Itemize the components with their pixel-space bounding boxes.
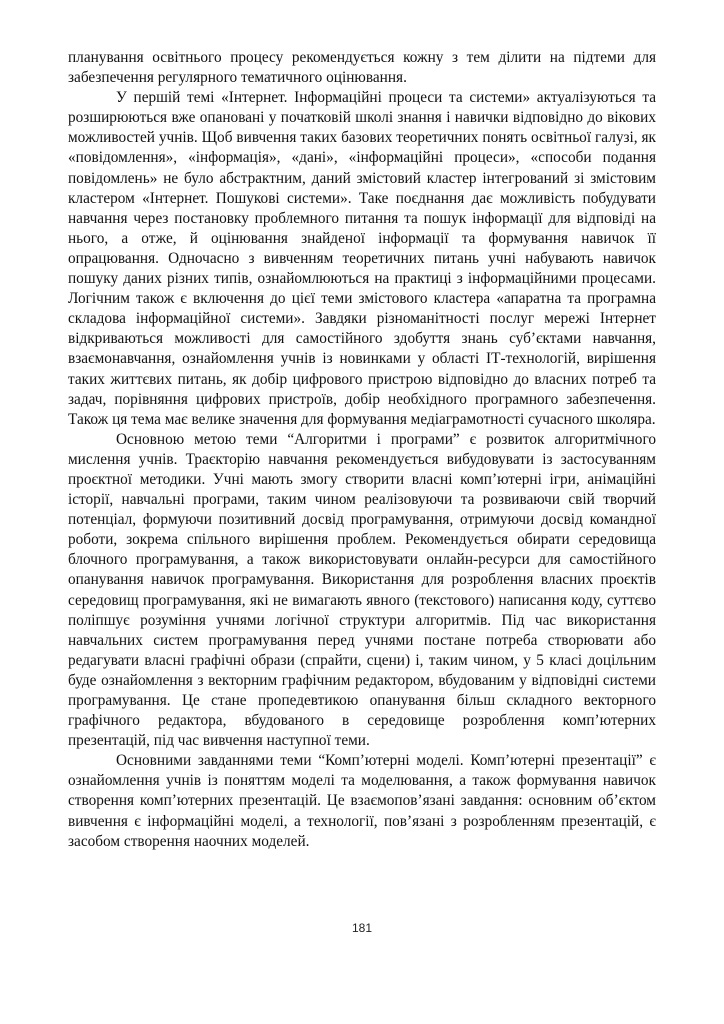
page-number: 181 [351, 921, 373, 935]
paragraph-algorithms-topic: Основною метою теми “Алгоритми і програми” є розвиток алгоритмічного мислення учнів. Траєкторію навчання рекомендується вибудовувати із застосуванням проєктної методики. Учні мають змогу створити власні комп’ютерні ігри, анімаційні історії, навчальні програми, таким чином реалізовуючи та розвиваючи свій творчий потенціал, формуючи позитивний досвід програмування, отримуючи досвід командної роботи, зокрема спільного вирішення проблем. Рекомендується обирати середовища блочного програмування, а також використовувати онлайн-ресурси для самостійного опанування навичок програмування. Використання для розроблення власних проєктів середовищ програмування, які не вимагають явного (текстового) написання коду, суттєво поліпшує розуміння учнями логічної структури алгоритмів. Під час використання навчальних систем програмування перед учнями постане потреба створювати або редагувати власні графічні образи (спрайти, сцени) і, таким чином, у 5 класі доцільним буде ознайомлення з векторним графічним редактором, вбудованим у відповідні системи програмування. Це стане пропедевтикою опанування більш складного векторного графічного редактора, вбудованого в середовище розроблення комп’ютерних презентацій, під час вивчення наступної теми. [68, 430, 656, 750]
paragraph-internet-topic: У першій темі «Інтернет. Інформаційні процеси та системи» актуалізуються та розширюються вже опановані у початковій школі знання і навички відповідно до вікових можливостей учнів. Щоб вивчення таких базових теоретичних понять освітньої галузі, як «повідомлення», «інформація», «дані», «інформаційні процеси», «способи подання повідомлень» не було абстрактним, даний змістовий кластер інтегрований зі змістовим кластером «Інтернет. Пошукові системи». Таке поєднання дає можливість побудувати навчання через постановку проблемного питання та пошук інформації для відповіді на нього, а отже, й оцінювання знайденої інформації та формування навичок її опрацювання. Одночасно з вивченням теоретичних питань учні набувають навичок пошуку даних різних типів, ознайомлюються на практиці з інформаційними процесами. Логічним також є включення до цієї теми змістового кластера «апаратна та програмна складова інформаційної системи». Завдяки різноманітності послуг мережі Інтернет відкриваються можливості для самостійного здобуття знань суб’єктами навчання, взаємонавчання, ознайомлення учнів із новинками у області ІТ-технологій, вирішення таких життєвих питань, як добір цифрового пристрою відповідно до власних потреб та задач, порівняння цифрових пристроїв, добір необхідного програмного забезпечення. Також ця тема має велике значення для формування медіаграмотності сучасного школяра. [68, 89, 656, 428]
paragraph-models-topic: Основними завданнями теми “Комп’ютерні моделі. Комп’ютерні презентації” є ознайомлення учнів із поняттям моделі та моделювання, а також формування навичок створення комп’ютерних презентацій. Це взаємопов’язані завдання: основним об’єктом вивчення є інформаційні моделі, а технології, пов’язані з розробленням презентацій, є засобом створення наочних моделей. [68, 752, 656, 850]
document-body [68, 48, 656, 852]
paragraph-continuation: планування освітнього процесу рекомендується кожну з тем ділити на підтеми для забезпечення регулярного тематичного оцінювання. [68, 49, 656, 87]
